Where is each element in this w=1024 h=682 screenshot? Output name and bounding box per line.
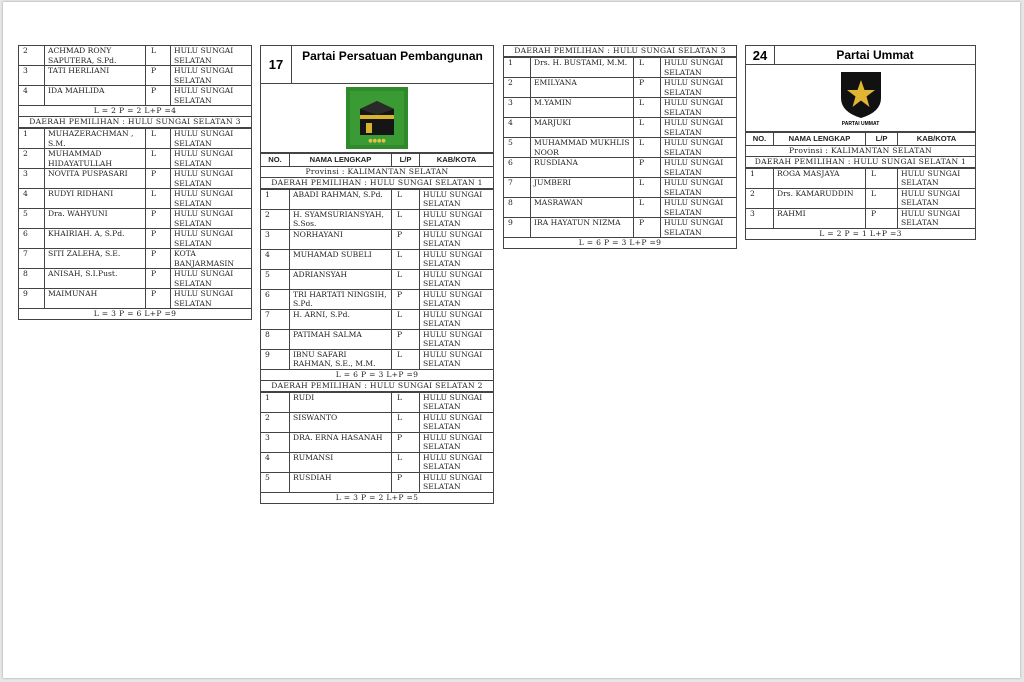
candidate-name: IRA HAYATUN NIZMA bbox=[531, 218, 634, 238]
candidate-regency: HULU SUNGAI SELATAN bbox=[420, 392, 494, 412]
candidate-number: 4 bbox=[19, 86, 45, 106]
summary-total: L = 6 P = 3 L+P =9 bbox=[260, 370, 494, 381]
candidate-row bbox=[504, 218, 737, 238]
candidate-gender: P bbox=[146, 289, 171, 309]
party-number: 24 bbox=[746, 46, 775, 64]
candidate-row bbox=[504, 98, 737, 118]
candidate-regency: HULU SUNGAI SELATAN bbox=[661, 158, 737, 178]
candidate-number: 1 bbox=[19, 129, 45, 149]
candidate-number: 2 bbox=[19, 46, 45, 66]
candidate-gender: L bbox=[392, 349, 420, 369]
candidate-name: EMILYANA bbox=[531, 78, 634, 98]
candidate-regency: HULU SUNGAI SELATAN bbox=[171, 269, 252, 289]
candidate-name: NOVITA PUSPASARI bbox=[45, 169, 146, 189]
candidate-regency: HULU SUNGAI SELATAN bbox=[661, 218, 737, 238]
candidate-gender: P bbox=[392, 289, 420, 309]
candidate-name: ACHMAD RONY SAPUTERA, S.Pd. bbox=[45, 46, 146, 66]
candidate-gender: L bbox=[634, 58, 661, 78]
candidate-row bbox=[19, 86, 252, 106]
candidate-row bbox=[746, 168, 976, 188]
candidate-name: MUHAZERACHMAN , S.M. bbox=[45, 129, 146, 149]
candidate-name: ANISAH, S.I.Pust. bbox=[45, 269, 146, 289]
candidate-number: 5 bbox=[504, 138, 531, 158]
column-header-name: NAMA LENGKAP bbox=[774, 133, 866, 146]
candidate-gender: L bbox=[146, 149, 171, 169]
candidate-gender: P bbox=[146, 229, 171, 249]
column-header-name: NAMA LENGKAP bbox=[290, 154, 392, 167]
candidate-row bbox=[261, 229, 494, 249]
candidate-row bbox=[19, 189, 252, 209]
candidate-table bbox=[260, 392, 494, 493]
candidate-number: 2 bbox=[504, 78, 531, 98]
candidate-row bbox=[19, 269, 252, 289]
candidate-gender: P bbox=[634, 158, 661, 178]
candidate-gender: P bbox=[634, 78, 661, 98]
candidate-row bbox=[261, 412, 494, 432]
candidate-regency: HULU SUNGAI SELATAN bbox=[420, 289, 494, 309]
candidate-regency: HULU SUNGAI SELATAN bbox=[171, 189, 252, 209]
party-logo-area bbox=[260, 84, 494, 153]
candidate-number: 3 bbox=[746, 208, 774, 228]
candidate-table bbox=[18, 45, 252, 106]
column-continued-list bbox=[503, 45, 737, 249]
candidate-row bbox=[261, 349, 494, 369]
candidate-gender: L bbox=[634, 198, 661, 218]
candidate-name: H. ARNI, S.Pd. bbox=[290, 309, 392, 329]
candidate-number: 9 bbox=[504, 218, 531, 238]
candidate-gender: L bbox=[392, 269, 420, 289]
candidate-regency: HULU SUNGAI SELATAN bbox=[898, 168, 976, 188]
candidate-name: MUHAMMAD HIDAYATULLAH bbox=[45, 149, 146, 169]
candidate-name: ROGA MASJAYA bbox=[774, 168, 866, 188]
candidate-gender: L bbox=[146, 46, 171, 66]
svg-text:●●●●: ●●●● bbox=[368, 138, 386, 144]
candidate-regency: HULU SUNGAI SELATAN bbox=[420, 329, 494, 349]
candidate-name: PATIMAH SALMA bbox=[290, 329, 392, 349]
province-label: Provinsi : KALIMANTAN SELATAN bbox=[745, 146, 976, 157]
candidate-number: 4 bbox=[504, 118, 531, 138]
candidate-name: JUMBERI bbox=[531, 178, 634, 198]
candidate-table bbox=[745, 132, 976, 146]
candidate-row bbox=[19, 209, 252, 229]
candidate-gender: L bbox=[392, 392, 420, 412]
candidate-row bbox=[261, 392, 494, 412]
candidate-regency: HULU SUNGAI SELATAN bbox=[420, 249, 494, 269]
candidate-gender: P bbox=[146, 209, 171, 229]
candidate-regency: HULU SUNGAI SELATAN bbox=[420, 349, 494, 369]
electoral-district-label: DAERAH PEMILIHAN : HULU SUNGAI SELATAN 3 bbox=[18, 117, 252, 128]
candidate-regency: HULU SUNGAI SELATAN bbox=[420, 209, 494, 229]
candidate-row bbox=[746, 208, 976, 228]
candidate-row bbox=[504, 118, 737, 138]
candidate-number: 8 bbox=[261, 329, 290, 349]
candidate-gender: P bbox=[634, 218, 661, 238]
candidate-name: RUSDIAH bbox=[290, 472, 392, 492]
candidate-name: NORHAYANI bbox=[290, 229, 392, 249]
candidate-regency: HULU SUNGAI SELATAN bbox=[420, 309, 494, 329]
candidate-name: ADRIANSYAH bbox=[290, 269, 392, 289]
candidate-regency: HULU SUNGAI SELATAN bbox=[171, 209, 252, 229]
candidate-row bbox=[261, 209, 494, 229]
candidate-row bbox=[261, 309, 494, 329]
candidate-number: 3 bbox=[261, 432, 290, 452]
party-header bbox=[260, 45, 494, 84]
candidate-number: 7 bbox=[261, 309, 290, 329]
candidate-regency: HULU SUNGAI SELATAN bbox=[171, 229, 252, 249]
candidate-number: 1 bbox=[261, 392, 290, 412]
candidate-row bbox=[19, 169, 252, 189]
summary-total: L = 3 P = 6 L+P =9 bbox=[18, 309, 252, 320]
candidate-number: 6 bbox=[19, 229, 45, 249]
candidate-row bbox=[261, 432, 494, 452]
column-header-no: NO. bbox=[746, 133, 774, 146]
candidate-regency: HULU SUNGAI SELATAN bbox=[171, 289, 252, 309]
candidate-gender: L bbox=[392, 452, 420, 472]
candidate-name: SISWANTO bbox=[290, 412, 392, 432]
candidate-regency: HULU SUNGAI SELATAN bbox=[171, 66, 252, 86]
candidate-regency: HULU SUNGAI SELATAN bbox=[661, 98, 737, 118]
candidate-table bbox=[18, 128, 252, 309]
candidate-number: 4 bbox=[261, 249, 290, 269]
electoral-district-label: DAERAH PEMILIHAN : HULU SUNGAI SELATAN 1 bbox=[745, 157, 976, 168]
candidate-name: RUMANSI bbox=[290, 452, 392, 472]
column-header-kab: KAB/KOTA bbox=[898, 133, 976, 146]
candidate-gender: L bbox=[392, 309, 420, 329]
candidate-number: 7 bbox=[504, 178, 531, 198]
candidate-gender: L bbox=[634, 138, 661, 158]
candidate-row bbox=[261, 189, 494, 209]
candidate-row bbox=[19, 229, 252, 249]
star-shield-logo-icon bbox=[839, 70, 883, 120]
candidate-number: 9 bbox=[261, 349, 290, 369]
candidate-number: 2 bbox=[261, 209, 290, 229]
candidate-gender: P bbox=[146, 249, 171, 269]
candidate-regency: HULU SUNGAI SELATAN bbox=[661, 118, 737, 138]
candidate-regency: HULU SUNGAI SELATAN bbox=[171, 46, 252, 66]
candidate-regency: HULU SUNGAI SELATAN bbox=[661, 178, 737, 198]
candidate-gender: L bbox=[392, 249, 420, 269]
candidate-row bbox=[746, 188, 976, 208]
party-number: 17 bbox=[261, 46, 292, 83]
candidate-name: M.YAMIN bbox=[531, 98, 634, 118]
candidate-row bbox=[19, 249, 252, 269]
candidate-name: MARJUKI bbox=[531, 118, 634, 138]
candidate-name: RAHMI bbox=[774, 208, 866, 228]
party-logo-area bbox=[745, 65, 976, 132]
candidate-regency: HULU SUNGAI SELATAN bbox=[171, 149, 252, 169]
candidate-row bbox=[261, 472, 494, 492]
candidate-gender: P bbox=[392, 432, 420, 452]
candidate-gender: P bbox=[146, 269, 171, 289]
candidate-number: 3 bbox=[261, 229, 290, 249]
party-name: Partai Persatuan Pembangunan bbox=[302, 49, 483, 63]
candidate-row bbox=[504, 58, 737, 78]
logo-caption: PARTAI UMMAT bbox=[841, 120, 880, 127]
candidate-row bbox=[504, 78, 737, 98]
summary-total: L = 6 P = 3 L+P =9 bbox=[503, 238, 737, 249]
candidate-name: H. SYAMSURIANSYAH, S.Sos. bbox=[290, 209, 392, 229]
candidate-row bbox=[19, 66, 252, 86]
candidate-row bbox=[19, 289, 252, 309]
candidate-number: 8 bbox=[19, 269, 45, 289]
candidate-name: KHAIRIAH. A, S.Pd. bbox=[45, 229, 146, 249]
candidate-number: 3 bbox=[19, 66, 45, 86]
candidate-regency: HULU SUNGAI SELATAN bbox=[420, 432, 494, 452]
candidate-name: TATI HERLIANI bbox=[45, 66, 146, 86]
candidate-name: Drs. H. BUSTAMI, M.M. bbox=[531, 58, 634, 78]
summary-total: L = 3 P = 2 L+P =5 bbox=[260, 493, 494, 504]
column-header-no: NO. bbox=[261, 154, 290, 167]
candidate-number: 2 bbox=[261, 412, 290, 432]
candidate-number: 8 bbox=[504, 198, 531, 218]
candidate-name: IDA MAHLIDA bbox=[45, 86, 146, 106]
candidate-row bbox=[504, 198, 737, 218]
candidate-regency: HULU SUNGAI SELATAN bbox=[171, 86, 252, 106]
candidate-regency: HULU SUNGAI SELATAN bbox=[171, 129, 252, 149]
candidate-row bbox=[504, 178, 737, 198]
candidate-name: ABADI RAHMAN, S.Pd. bbox=[290, 189, 392, 209]
candidate-gender: L bbox=[634, 118, 661, 138]
candidate-number: 3 bbox=[504, 98, 531, 118]
candidate-regency: HULU SUNGAI SELATAN bbox=[661, 58, 737, 78]
candidate-name: Dra. WAHYUNI bbox=[45, 209, 146, 229]
column-party-ppp bbox=[260, 45, 494, 504]
candidate-gender: P bbox=[866, 208, 898, 228]
candidate-name: MAIMUNAH bbox=[45, 289, 146, 309]
candidate-name: MUHAMAD SUBELI bbox=[290, 249, 392, 269]
summary-total: L = 2 P = 1 L+P =3 bbox=[745, 229, 976, 240]
candidate-gender: P bbox=[146, 169, 171, 189]
province-label: Provinsi : KALIMANTAN SELATAN bbox=[260, 167, 494, 178]
candidate-gender: L bbox=[634, 178, 661, 198]
candidate-row bbox=[504, 138, 737, 158]
candidate-number: 1 bbox=[746, 168, 774, 188]
candidate-gender: P bbox=[392, 229, 420, 249]
electoral-district-label: DAERAH PEMILIHAN : HULU SUNGAI SELATAN 2 bbox=[260, 381, 494, 392]
candidate-name: MASRAWAN bbox=[531, 198, 634, 218]
candidate-row bbox=[261, 269, 494, 289]
candidate-gender: P bbox=[146, 86, 171, 106]
candidate-name: Drs. KAMARUDDIN bbox=[774, 188, 866, 208]
candidate-regency: HULU SUNGAI SELATAN bbox=[898, 188, 976, 208]
candidate-name: MUHAMMAD MUKHLIS NOOR bbox=[531, 138, 634, 158]
candidate-name: SITI ZALEHA, S.E. bbox=[45, 249, 146, 269]
candidate-gender: P bbox=[146, 66, 171, 86]
candidate-gender: L bbox=[634, 98, 661, 118]
candidate-number: 2 bbox=[746, 188, 774, 208]
candidate-gender: L bbox=[146, 189, 171, 209]
candidate-gender: P bbox=[392, 472, 420, 492]
candidate-regency: HULU SUNGAI SELATAN bbox=[420, 229, 494, 249]
candidate-gender: L bbox=[392, 209, 420, 229]
candidate-regency: HULU SUNGAI SELATAN bbox=[420, 189, 494, 209]
candidate-row bbox=[261, 289, 494, 309]
column-continued-list bbox=[18, 45, 252, 320]
candidate-regency: HULU SUNGAI SELATAN bbox=[420, 412, 494, 432]
candidate-gender: L bbox=[866, 188, 898, 208]
candidate-name: TRI HARTATI NINGSIH, S.Pd. bbox=[290, 289, 392, 309]
candidate-row bbox=[261, 452, 494, 472]
candidate-name: RUDI bbox=[290, 392, 392, 412]
candidate-number: 5 bbox=[261, 472, 290, 492]
candidate-regency: HULU SUNGAI SELATAN bbox=[661, 78, 737, 98]
candidate-row bbox=[261, 329, 494, 349]
candidate-number: 5 bbox=[19, 209, 45, 229]
document-page bbox=[3, 2, 1020, 678]
candidate-gender: L bbox=[146, 129, 171, 149]
column-header-lp: L/P bbox=[866, 133, 898, 146]
candidate-regency: HULU SUNGAI SELATAN bbox=[898, 208, 976, 228]
candidate-regency: KOTA BANJARMASIN bbox=[171, 249, 252, 269]
candidate-number: 1 bbox=[504, 58, 531, 78]
summary-total: L = 2 P = 2 L+P =4 bbox=[18, 106, 252, 117]
candidate-table bbox=[745, 168, 976, 229]
candidate-row bbox=[19, 46, 252, 66]
candidate-number: 7 bbox=[19, 249, 45, 269]
candidate-name: RUDYI RIDHANI bbox=[45, 189, 146, 209]
candidate-number: 5 bbox=[261, 269, 290, 289]
candidate-row bbox=[504, 158, 737, 178]
candidate-row bbox=[19, 129, 252, 149]
candidate-number: 6 bbox=[261, 289, 290, 309]
candidate-number: 3 bbox=[19, 169, 45, 189]
candidate-number: 6 bbox=[504, 158, 531, 178]
electoral-district-label: DAERAH PEMILIHAN : HULU SUNGAI SELATAN 1 bbox=[260, 178, 494, 189]
candidate-regency: HULU SUNGAI SELATAN bbox=[420, 269, 494, 289]
candidate-table bbox=[260, 153, 494, 167]
column-header-kab: KAB/KOTA bbox=[420, 154, 494, 167]
candidate-gender: P bbox=[392, 329, 420, 349]
candidate-table bbox=[503, 57, 737, 238]
candidate-gender: L bbox=[392, 412, 420, 432]
candidate-regency: HULU SUNGAI SELATAN bbox=[661, 138, 737, 158]
candidate-regency: HULU SUNGAI SELATAN bbox=[661, 198, 737, 218]
column-party-ummat bbox=[745, 45, 976, 240]
kaaba-logo-icon bbox=[346, 87, 408, 149]
candidate-row bbox=[261, 249, 494, 269]
candidate-row bbox=[19, 149, 252, 169]
candidate-regency: HULU SUNGAI SELATAN bbox=[171, 169, 252, 189]
candidate-number: 9 bbox=[19, 289, 45, 309]
candidate-gender: L bbox=[392, 189, 420, 209]
candidate-number: 1 bbox=[261, 189, 290, 209]
candidate-table bbox=[260, 189, 494, 370]
candidate-regency: HULU SUNGAI SELATAN bbox=[420, 472, 494, 492]
party-name: Partai Ummat bbox=[836, 48, 914, 62]
candidate-regency: HULU SUNGAI SELATAN bbox=[420, 452, 494, 472]
candidate-number: 2 bbox=[19, 149, 45, 169]
candidate-number: 4 bbox=[19, 189, 45, 209]
candidate-name: IBNU SAFARI RAHMAN, S.E., M.M. bbox=[290, 349, 392, 369]
electoral-district-label: DAERAH PEMILIHAN : HULU SUNGAI SELATAN 3 bbox=[503, 45, 737, 57]
candidate-name: DRA. ERNA HASANAH bbox=[290, 432, 392, 452]
column-header-lp: L/P bbox=[392, 154, 420, 167]
candidate-gender: L bbox=[866, 168, 898, 188]
party-header bbox=[745, 45, 976, 65]
candidate-number: 4 bbox=[261, 452, 290, 472]
candidate-name: RUSDIANA bbox=[531, 158, 634, 178]
